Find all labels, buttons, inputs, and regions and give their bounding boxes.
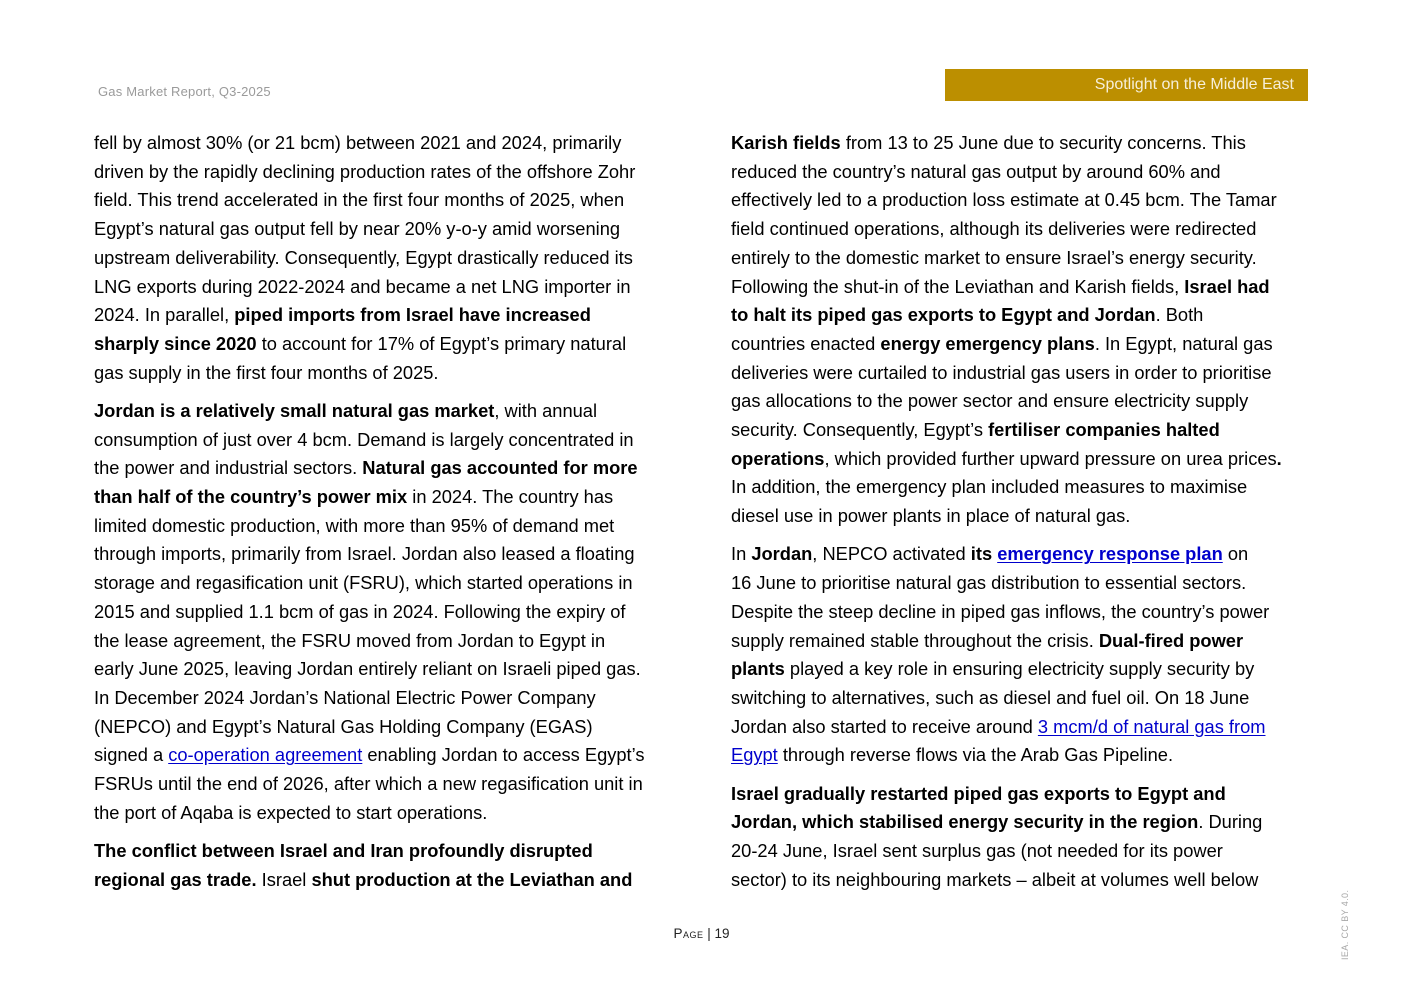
- bold-emphasis: .: [1276, 447, 1282, 469]
- text-line: [94, 741, 684, 770]
- bold-emphasis: regional gas trade.: [94, 868, 257, 890]
- text-run: signed a: [94, 744, 169, 766]
- text-line: In addition, the emergency plan included measures to maximise: [731, 476, 1248, 498]
- text-line: [94, 866, 684, 895]
- text-line: [94, 397, 684, 426]
- text-run: from 13 to 25 June due to security concerns. This: [840, 132, 1246, 153]
- text-line: [731, 808, 1321, 837]
- text-line: early June 2025, leaving Jordan entirely reliant on Israeli piped gas.: [94, 658, 641, 680]
- text-line: [731, 129, 1321, 158]
- text-run: , which provided further upward pressure on urea prices: [824, 447, 1277, 469]
- text-run: Following the shut-in of the Leviathan and Karish fields,: [731, 275, 1185, 297]
- text-run: , with annual: [494, 399, 598, 421]
- text-line: field. This trend accelerated in the first four months of 2025, when: [94, 189, 625, 211]
- text-line: field continued operations, although its deliveries were redirected: [731, 218, 1257, 240]
- bold-emphasis: plants: [731, 658, 785, 680]
- bold-emphasis: sharply since 2020: [94, 332, 257, 354]
- left-column: [94, 129, 684, 904]
- text-run: on: [1222, 543, 1249, 565]
- text-line: In December 2024 Jordan’s National Electric Power Company: [94, 686, 596, 708]
- text-run: in 2024. The country has: [407, 486, 614, 508]
- text-line: [731, 627, 1321, 656]
- bold-emphasis: Jordan is a relatively small natural gas market: [94, 399, 495, 421]
- text-run: Israel: [256, 868, 312, 890]
- text-run: to account for 17% of Egypt’s primary natural: [256, 332, 627, 354]
- text-line: [731, 416, 1321, 445]
- paragraph-egypt-production: [94, 129, 684, 387]
- text-line: Egypt’s natural gas output fell by near 20% y-o-y amid worsening: [94, 218, 621, 240]
- co-operation-agreement-link[interactable]: co-operation agreement: [168, 744, 363, 766]
- paragraph-israel-shut-in: [731, 129, 1321, 531]
- text-line: 20-24 June, Israel sent surplus gas (not needed for its power: [731, 840, 1223, 862]
- text-run: through reverse flows via the Arab Gas Pipeline.: [777, 744, 1174, 766]
- bold-emphasis: Israel gradually restarted piped gas exports to Egypt and: [731, 782, 1226, 804]
- text-line: the port of Aqaba is expected to start operations.: [94, 801, 488, 823]
- text-line: [731, 273, 1321, 302]
- paragraph-israel-restart: [731, 780, 1321, 895]
- text-line: Despite the steep decline in piped gas inflows, the country’s power: [731, 600, 1270, 622]
- text-line: [731, 713, 1321, 742]
- running-head-report-title: Gas Market Report, Q3-2025: [98, 84, 271, 99]
- bold-emphasis: Dual-fired power: [1098, 629, 1244, 651]
- page-number-footer: [0, 926, 1403, 941]
- text-line: [731, 540, 1321, 569]
- text-line: LNG exports during 2022-2024 and became a net LNG importer in: [94, 275, 631, 297]
- bold-emphasis: energy emergency plans: [880, 332, 1095, 354]
- paragraph-jordan-market: [94, 397, 684, 828]
- bold-emphasis: Israel had: [1184, 275, 1270, 297]
- text-line: effectively led to a production loss estimate at 0.45 bcm. The Tamar: [731, 189, 1277, 211]
- text-run: . During: [1198, 811, 1263, 833]
- text-line: 16 June to prioritise natural gas distribution to essential sectors.: [731, 572, 1247, 594]
- license-notice: IEA. CC BY 4.0.: [1340, 889, 1350, 960]
- text-run: In: [731, 543, 752, 565]
- bold-emphasis: than half of the country’s power mix: [94, 486, 408, 508]
- text-line: gas allocations to the power sector and ensure electricity supply: [731, 390, 1249, 412]
- text-line: through imports, primarily from Israel. Jordan also leased a floating: [94, 543, 635, 565]
- text-line: driven by the rapidly declining production rates of the offshore Zohr: [94, 160, 636, 182]
- bold-emphasis: fertiliser companies halted: [988, 419, 1220, 441]
- paragraph-jordan-response: [731, 540, 1321, 770]
- text-line: upstream deliverability. Consequently, Egypt drastically reduced its: [94, 246, 633, 268]
- bold-emphasis: The conflict between Israel and Iran profoundly disrupted: [94, 840, 593, 862]
- text-run: security. Consequently, Egypt’s: [731, 419, 989, 441]
- bold-emphasis: Jordan, which stabilised energy security in the region: [731, 811, 1199, 833]
- section-title: Spotlight on the Middle East: [1094, 76, 1294, 93]
- text-line: sector) to its neighbouring markets – albeit at volumes well below: [731, 868, 1259, 890]
- page-number: 19: [714, 926, 730, 941]
- text-line: reduced the country’s natural gas output by around 60% and: [731, 160, 1221, 182]
- text-line: gas supply in the first four months of 2025.: [94, 361, 439, 383]
- text-run: played a key role in ensuring electricity supply security by: [784, 658, 1255, 680]
- paragraph-conflict: [94, 837, 684, 894]
- text-line: deliveries were curtailed to industrial gas users in order to prioritise: [731, 361, 1272, 383]
- bold-emphasis: shut production at the Leviathan and: [311, 868, 633, 890]
- text-line: FSRUs until the end of 2026, after which a new regasification unit in: [94, 773, 643, 795]
- text-line: [731, 445, 1321, 474]
- text-line: fell by almost 30% (or 21 bcm) between 2021 and 2024, primarily: [94, 132, 622, 153]
- text-run: enabling Jordan to access Egypt’s: [362, 744, 645, 766]
- text-line: the lease agreement, the FSRU moved from Jordan to Egypt in: [94, 629, 606, 651]
- bold-emphasis: to halt its piped gas exports to Egypt and Jordan: [731, 304, 1156, 326]
- text-run: countries enacted: [731, 332, 881, 354]
- text-line: diesel use in power plants in place of natural gas.: [731, 505, 1131, 527]
- text-line: limited domestic production, with more than 95% of demand met: [94, 514, 615, 536]
- bold-emphasis: operations: [731, 447, 825, 469]
- text-line: [731, 655, 1321, 684]
- bold-emphasis: piped imports from Israel have increased: [234, 304, 591, 326]
- page-label: Page: [673, 926, 704, 941]
- text-line: [94, 454, 684, 483]
- egypt-gas-flows-link[interactable]: 3 mcm/d of natural gas from: [1037, 715, 1266, 737]
- egypt-gas-flows-link-continued[interactable]: Egypt: [731, 744, 778, 766]
- text-line: [731, 330, 1321, 359]
- bold-emphasis: its: [970, 543, 998, 565]
- text-line: entirely to the domestic market to ensure Israel’s energy security.: [731, 246, 1257, 268]
- emergency-response-plan-link[interactable]: emergency response plan: [997, 543, 1223, 565]
- text-line: storage and regasification unit (FSRU), which started operations in: [94, 572, 633, 594]
- text-line: consumption of just over 4 bcm. Demand is largely concentrated in: [94, 428, 634, 450]
- bold-emphasis: Natural gas accounted for more: [362, 457, 638, 479]
- text-run: . In Egypt, natural gas: [1094, 332, 1273, 354]
- page-separator: |: [703, 926, 715, 941]
- text-run: the power and industrial sectors.: [94, 457, 363, 479]
- bold-emphasis: Karish fields: [731, 132, 841, 153]
- text-line: [94, 330, 684, 359]
- text-line: [731, 741, 1321, 770]
- text-line: switching to alternatives, such as diesel and fuel oil. On 18 June: [731, 686, 1250, 708]
- text-line: [731, 301, 1321, 330]
- bold-emphasis: Jordan: [751, 543, 813, 565]
- text-line: [94, 301, 684, 330]
- text-line: [94, 483, 684, 512]
- text-run: , NEPCO activated: [812, 543, 971, 565]
- text-line: [94, 837, 684, 866]
- right-column: [731, 129, 1321, 904]
- text-line: [731, 780, 1321, 809]
- text-run: Jordan also started to receive around: [731, 715, 1038, 737]
- text-run: . Both: [1155, 304, 1204, 326]
- text-run: supply remained stable throughout the crisis.: [731, 629, 1099, 651]
- section-banner: [945, 69, 1308, 101]
- text-run: 2024. In parallel,: [94, 304, 235, 326]
- text-line: (NEPCO) and Egypt’s Natural Gas Holding Company (EGAS): [94, 715, 593, 737]
- text-line: 2015 and supplied 1.1 bcm of gas in 2024. Following the expiry of: [94, 600, 626, 622]
